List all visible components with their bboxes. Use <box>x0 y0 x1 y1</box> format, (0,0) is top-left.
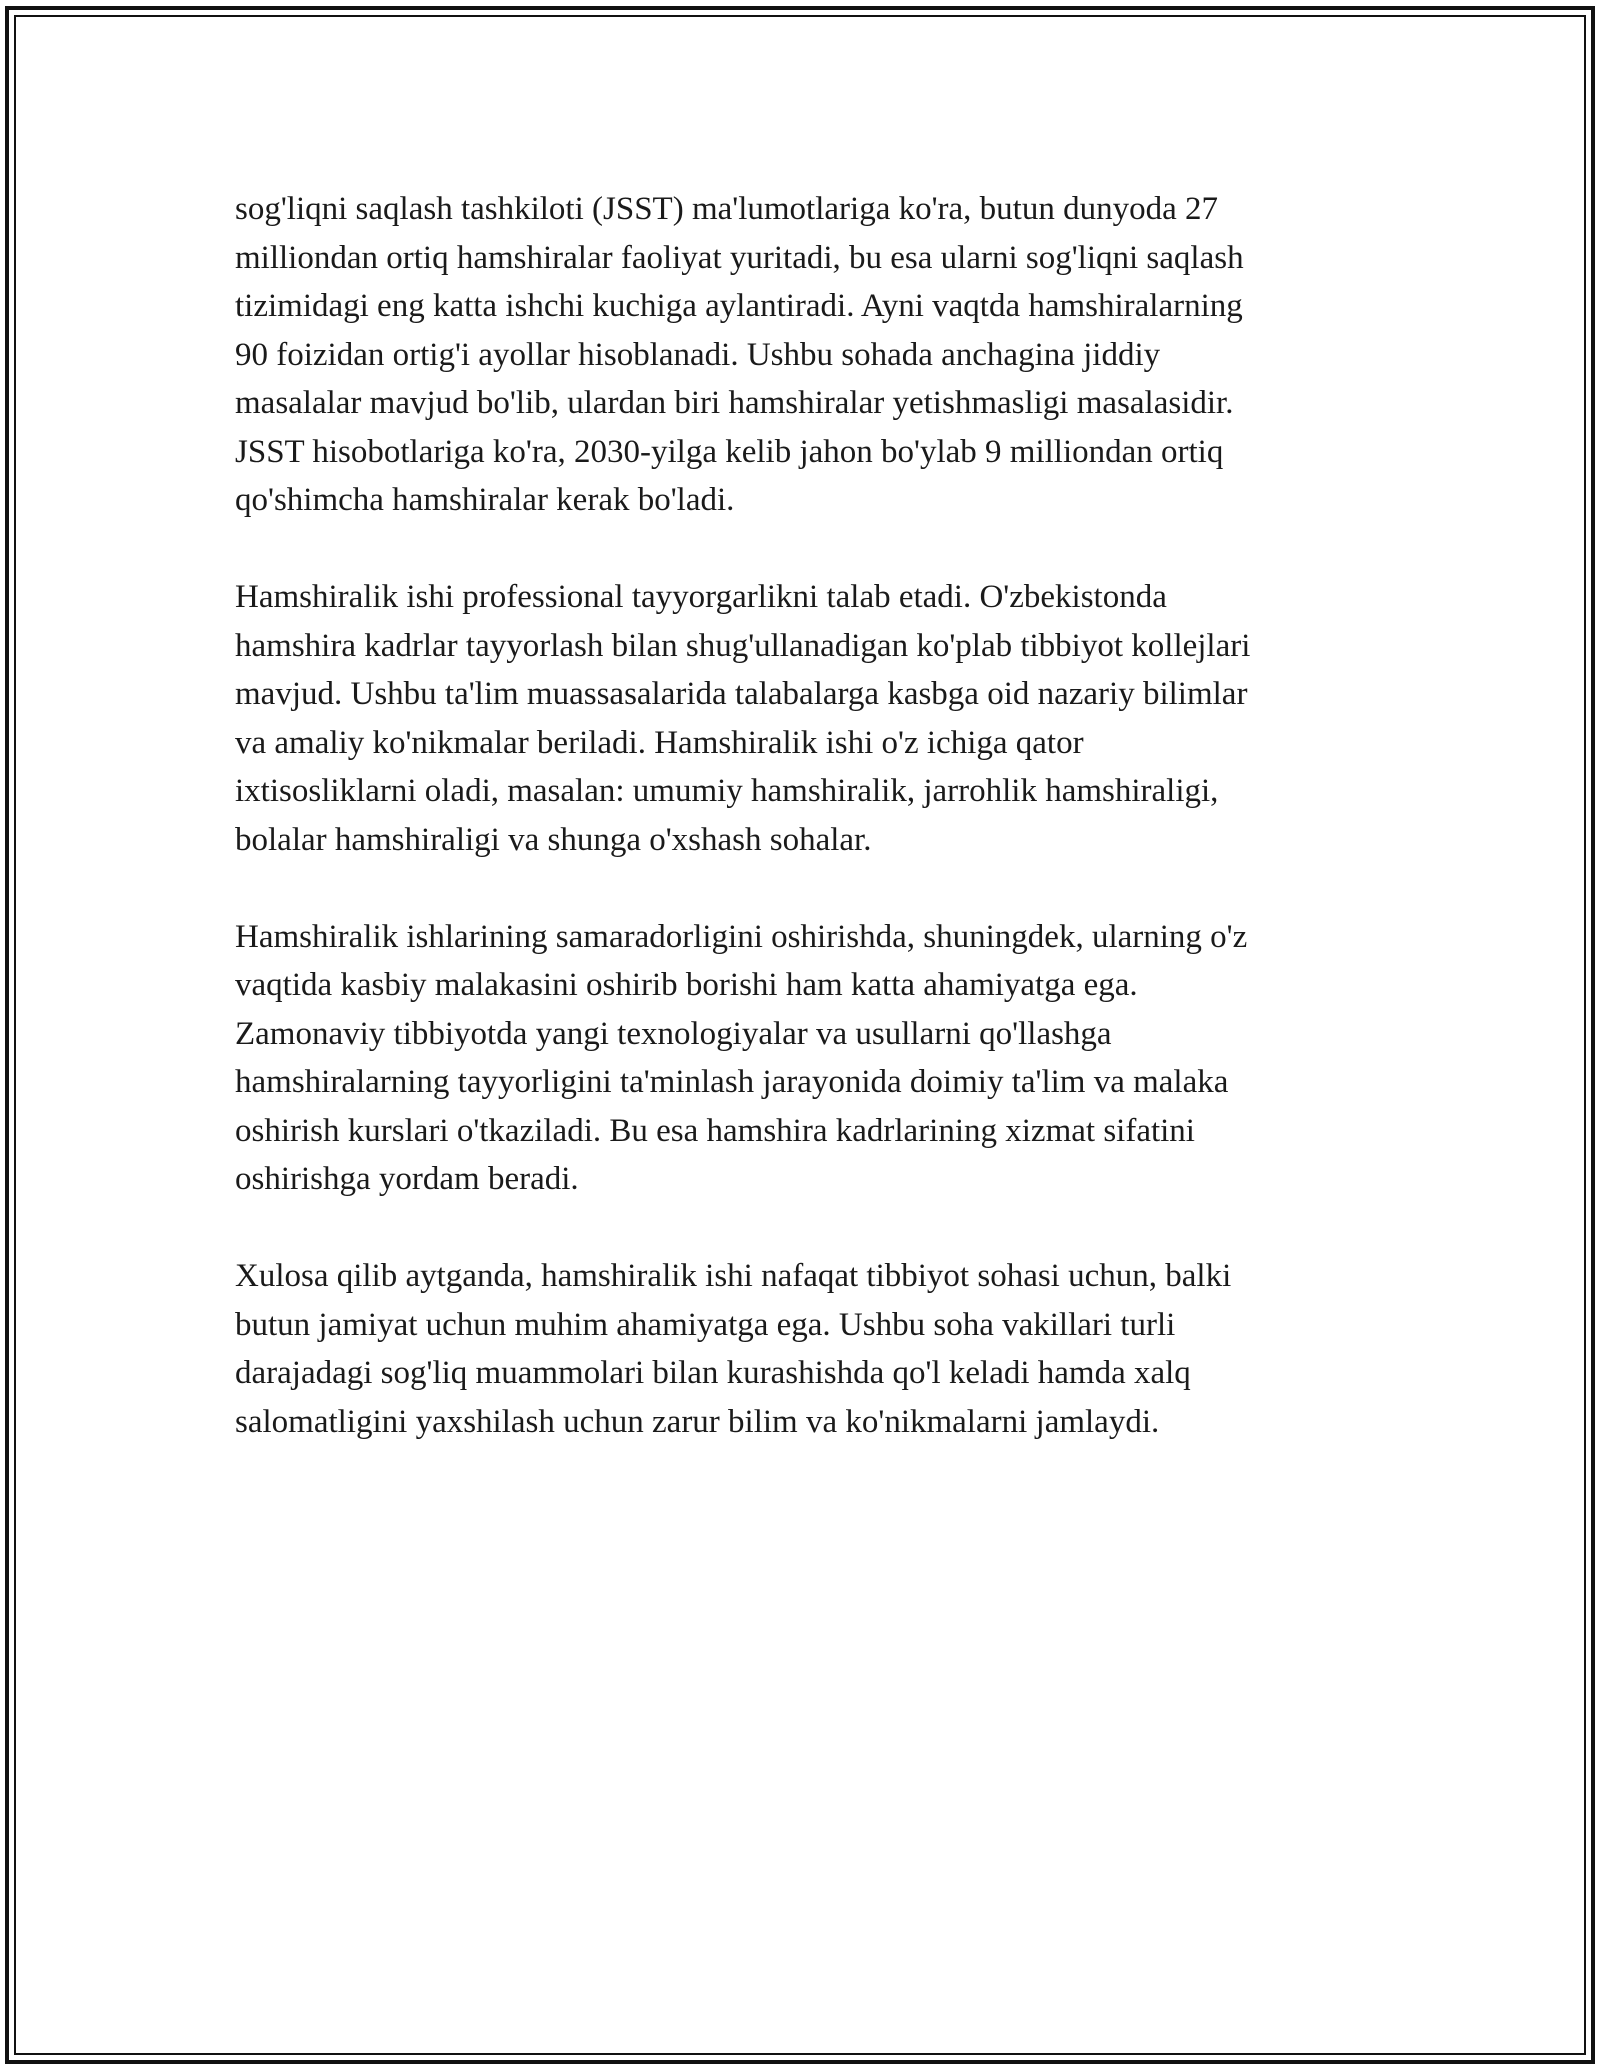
text-line: masalalar mavjud bo'lib, ulardan biri hamshiralar yetishmasligi masalasidir. <box>235 385 1234 421</box>
text-line: bolalar hamshiraligi va shunga o'xshash sohalar. <box>235 821 872 858</box>
text-line: 90 foizidan ortig'i ayollar hisoblanadi. Ushbu sohada anchagina jiddiy <box>235 336 1161 373</box>
text-line: mavjud. Ushbu ta'lim muassasalarida talabalarga kasbga oid nazariy bilimlar <box>235 676 1248 712</box>
text-line: hamshira kadrlar tayyorlash bilan shug'ullanadigan ko'plab tibbiyot kollejlari <box>235 627 1251 664</box>
document-body <box>235 185 1415 1495</box>
text-line: milliondan ortiq hamshiralar faoliyat yuritadi, bu esa ularni sog'liqni saqlash <box>235 239 1244 276</box>
paragraph-1 <box>235 185 1415 525</box>
text-line: Zamonaviy tibbiyotda yangi texnologiyalar va usullarni qo'llashga <box>235 1015 1112 1052</box>
text-line: qo'shimcha hamshiralar kerak bo'ladi. <box>235 482 735 518</box>
text-line: oshirish kurslari o'tkaziladi. Bu esa hamshira kadrlarining xizmat sifatini <box>235 1112 1195 1149</box>
text-line: Hamshiralik ishi professional tayyorgarlikni talab etadi. O'zbekistonda <box>235 579 1167 615</box>
text-line: darajadagi sog'liq muammolari bilan kurashishda qo'l keladi hamda xalq <box>235 1355 1191 1391</box>
paragraph-3 <box>235 913 1415 1204</box>
text-line: sog'liqni saqlash tashkiloti (JSST) ma'lumotlariga ko'ra, butun dunyoda 27 <box>235 191 1218 227</box>
text-line: JSST hisobotlariga ko'ra, 2030-yilga kelib jahon bo'ylab 9 milliondan ortiq <box>235 433 1224 470</box>
text-line: oshirishga yordam beradi. <box>235 1161 579 1197</box>
text-line: ixtisosliklarni oladi, masalan: umumiy hamshiralik, jarrohlik hamshiraligi, <box>235 773 1219 809</box>
text-line: Xulosa qilib aytganda, hamshiralik ishi nafaqat tibbiyot sohasi uchun, balki <box>235 1258 1232 1294</box>
paragraph-4 <box>235 1252 1415 1446</box>
text-line: va amaliy ko'nikmalar beriladi. Hamshiralik ishi o'z ichiga qator <box>235 724 1084 761</box>
text-line: vaqtida kasbiy malakasini oshirib borishi ham katta ahamiyatga ega. <box>235 967 1138 1003</box>
text-line: tizimidagi eng katta ishchi kuchiga aylantiradi. Ayni vaqtda hamshiralarning <box>235 288 1243 324</box>
text-line: butun jamiyat uchun muhim ahamiyatga ega. Ushbu soha vakillari turli <box>235 1306 1176 1343</box>
text-line: salomatligini yaxshilash uchun zarur bilim va ko'nikmalarni jamlaydi. <box>235 1403 1160 1440</box>
paragraph-2 <box>235 573 1415 864</box>
text-line: Hamshiralik ishlarining samaradorligini oshirishda, shuningdek, ularning o'z <box>235 918 1248 955</box>
text-line: hamshiralarning tayyorligini ta'minlash jarayonida doimiy ta'lim va malaka <box>235 1064 1229 1100</box>
